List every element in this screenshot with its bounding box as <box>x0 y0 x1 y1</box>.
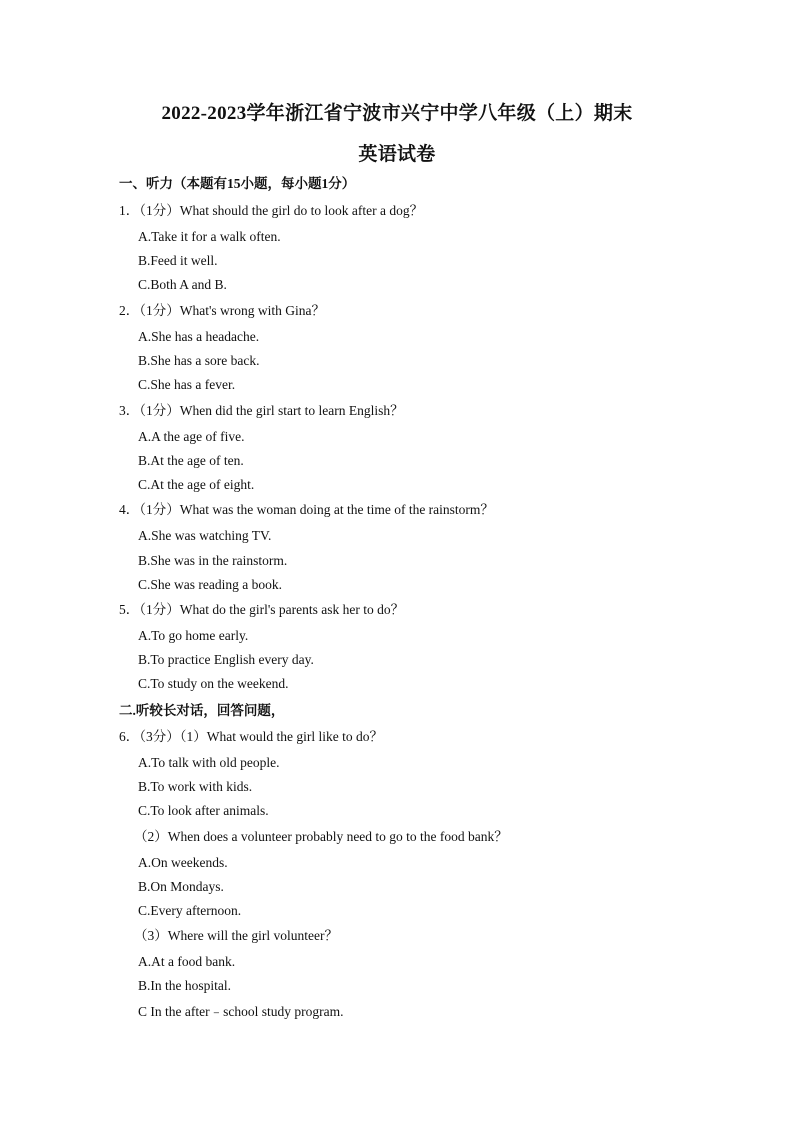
long-dialog-section-heading: 二.听较长对话，回答问题， <box>119 703 285 718</box>
question-stem: 4．（1分）What was the woman doing at the time of the rainstorm？ <box>119 502 494 517</box>
option-a: A.Take it for a walk often. <box>138 229 281 244</box>
sub-question-stem: （3）Where will the girl volunteer？ <box>134 928 338 943</box>
question-stem: 6．（3分）（1）What would the girl like to do？ <box>119 729 383 744</box>
option-b: B.On Mondays. <box>138 879 224 894</box>
question-stem: 5．（1分）What do the girl's parents ask her to do？ <box>119 602 405 617</box>
option-a: A.On weekends. <box>138 855 228 870</box>
listening-section-heading: 一、听力（本题有15小题，每小题1分） <box>119 176 356 191</box>
exam-title-line2: 英语试卷 <box>358 144 436 165</box>
option-c: C In the after﹣school study program. <box>138 1004 344 1019</box>
option-c: C.Every afternoon. <box>138 903 242 918</box>
question-stem: 3．（1分）When did the girl start to learn English？ <box>119 403 404 418</box>
option-a: A.She has a headache. <box>138 329 260 344</box>
option-a: A.To talk with old people. <box>138 755 280 770</box>
option-b: B.To work with kids. <box>138 779 253 794</box>
option-b: B.To practice English every day. <box>138 652 314 667</box>
option-a: A.She was watching TV. <box>138 528 272 543</box>
option-c: C.She has a fever. <box>138 377 236 392</box>
sub-question-stem: （2）When does a volunteer probably need to go to the food bank？ <box>134 829 508 844</box>
option-a: A.To go home early. <box>138 628 249 643</box>
option-c: C.At the age of eight. <box>138 477 255 492</box>
option-c: C.To study on the weekend. <box>138 676 289 691</box>
option-b: B.In the hospital. <box>138 978 231 993</box>
option-a: A.A the age of five. <box>138 429 245 444</box>
option-c: C.To look after animals. <box>138 803 269 818</box>
exam-title-line1: 2022-2023学年浙江省宁波市兴宁中学八年级（上）期末 <box>161 103 633 124</box>
option-c: C.She was reading a book. <box>138 577 282 592</box>
option-b: B.Feed it well. <box>138 253 218 268</box>
option-b: B.She has a sore back. <box>138 353 260 368</box>
question-stem: 2．（1分）What's wrong with Gina？ <box>119 303 326 318</box>
option-a: A.At a food bank. <box>138 954 236 969</box>
option-b: B.She was in the rainstorm. <box>138 553 288 568</box>
question-stem: 1．（1分）What should the girl do to look after a dog？ <box>119 203 424 218</box>
option-c: C.Both A and B. <box>138 277 227 292</box>
option-b: B.At the age of ten. <box>138 453 244 468</box>
